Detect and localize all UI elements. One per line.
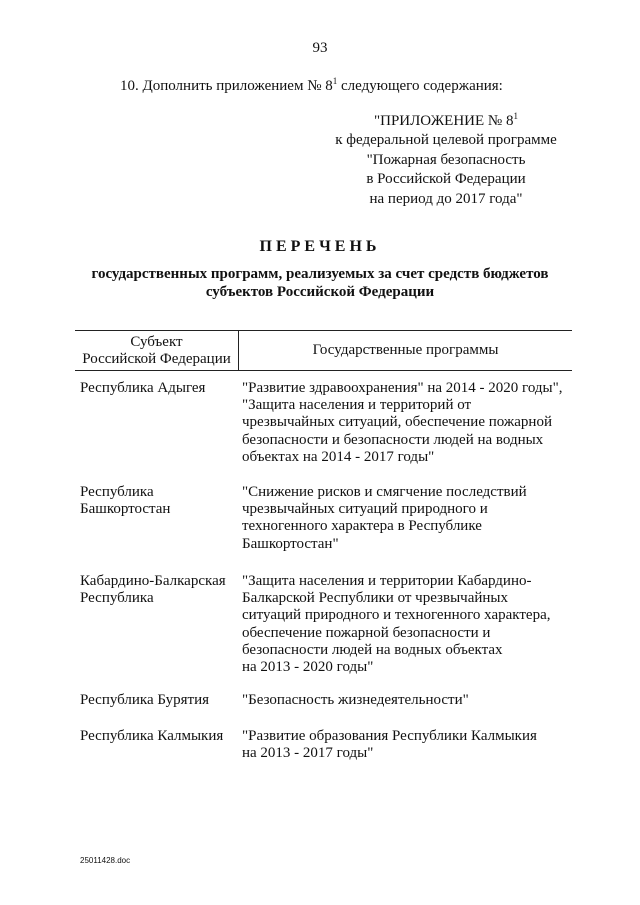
subject-line: Башкортостан [80, 501, 171, 518]
program-line: ситуаций природного и техногенного характера, [242, 607, 551, 624]
table-header-subject-line: Субъект [130, 334, 183, 350]
program-line: безопасности людей на водных объектах [242, 641, 503, 658]
appendix-line: к федеральной целевой программе [335, 132, 557, 149]
table-header-programs [239, 342, 572, 359]
program-line: Балкарской Республики от чрезвычайных [242, 590, 508, 607]
program-line: Башкортостан" [242, 535, 339, 552]
table-row-subject [80, 573, 240, 607]
intro-text-before: 10. Дополнить приложением № 8 [120, 78, 333, 94]
table-row-programs [242, 380, 582, 466]
program-line: чрезвычайных ситуаций природного и [242, 501, 488, 518]
program-line: на 2013 - 2017 годы" [242, 745, 374, 762]
footer-filename: 25011428.doc [80, 856, 131, 865]
program-line: техногенного характера в Республике [242, 518, 482, 535]
subject-line: Республика Калмыкия [80, 728, 224, 744]
program-line: "Безопасность жизнедеятельности" [242, 692, 469, 708]
appendix-line: "Пожарная безопасность [366, 151, 526, 168]
list-title: ПЕРЕЧЕНЬ [259, 238, 381, 255]
intro-paragraph [120, 78, 503, 95]
appendix-line: на период до 2017 года" [369, 190, 523, 207]
table-header-rule [75, 370, 572, 371]
appendix-title-sup: 1 [513, 111, 518, 121]
program-line: "Снижение рисков и смягчение последствий [242, 484, 527, 500]
program-line: обеспечение пожарной безопасности и [242, 624, 491, 641]
intro-superscript: 1 [332, 76, 338, 86]
table-row-subject [80, 728, 240, 745]
table-row-programs [242, 692, 582, 709]
table-row-programs [242, 573, 582, 676]
table-top-rule [75, 330, 572, 331]
program-line: безопасности и безопасности людей на водных [242, 431, 544, 448]
subject-line: Республика Бурятия [80, 692, 210, 708]
table-header-programs-label: Государственные программы [312, 342, 499, 358]
subject-line: Республика [80, 590, 154, 607]
appendix-title [300, 112, 592, 131]
program-line: чрезвычайных ситуаций, обеспечение пожарной [242, 414, 552, 431]
table-row-programs [242, 484, 582, 553]
table-row-subject [80, 380, 240, 397]
table-row-subject [80, 692, 240, 709]
subject-line: Кабардино-Балкарская [80, 573, 226, 589]
program-line: "Развитие образования Республики Калмыкия [242, 728, 537, 744]
subject-line: Республика Адыгея [80, 380, 206, 396]
table-row-subject [80, 484, 240, 518]
appendix-header [300, 112, 592, 209]
program-line: "Защита населения и территории Кабардино- [242, 573, 532, 589]
program-line: "Развитие здравоохранения" на 2014 - 2020 годы", [242, 380, 563, 396]
table-row-programs [242, 728, 582, 762]
page-number: 93 [312, 40, 328, 56]
list-subtitle-line: субъектов Российской Федерации [205, 284, 435, 300]
table-header-subject [75, 334, 238, 368]
program-line: на 2013 - 2020 годы" [242, 659, 374, 676]
list-subtitle-line: государственных программ, реализуемых за счет средств бюджетов [91, 266, 549, 282]
table-header-subject-line: Российской Федерации [82, 351, 231, 367]
list-subtitle [0, 265, 640, 301]
appendix-title-main: "ПРИЛОЖЕНИЕ № 8 [373, 113, 514, 129]
program-line: объектах на 2014 - 2017 годы" [242, 448, 435, 465]
program-line: "Защита населения и территорий от [242, 397, 472, 414]
intro-text-after: следующего содержания: [337, 78, 503, 94]
appendix-line: в Российской Федерации [366, 171, 526, 188]
subject-line: Республика [80, 484, 154, 500]
